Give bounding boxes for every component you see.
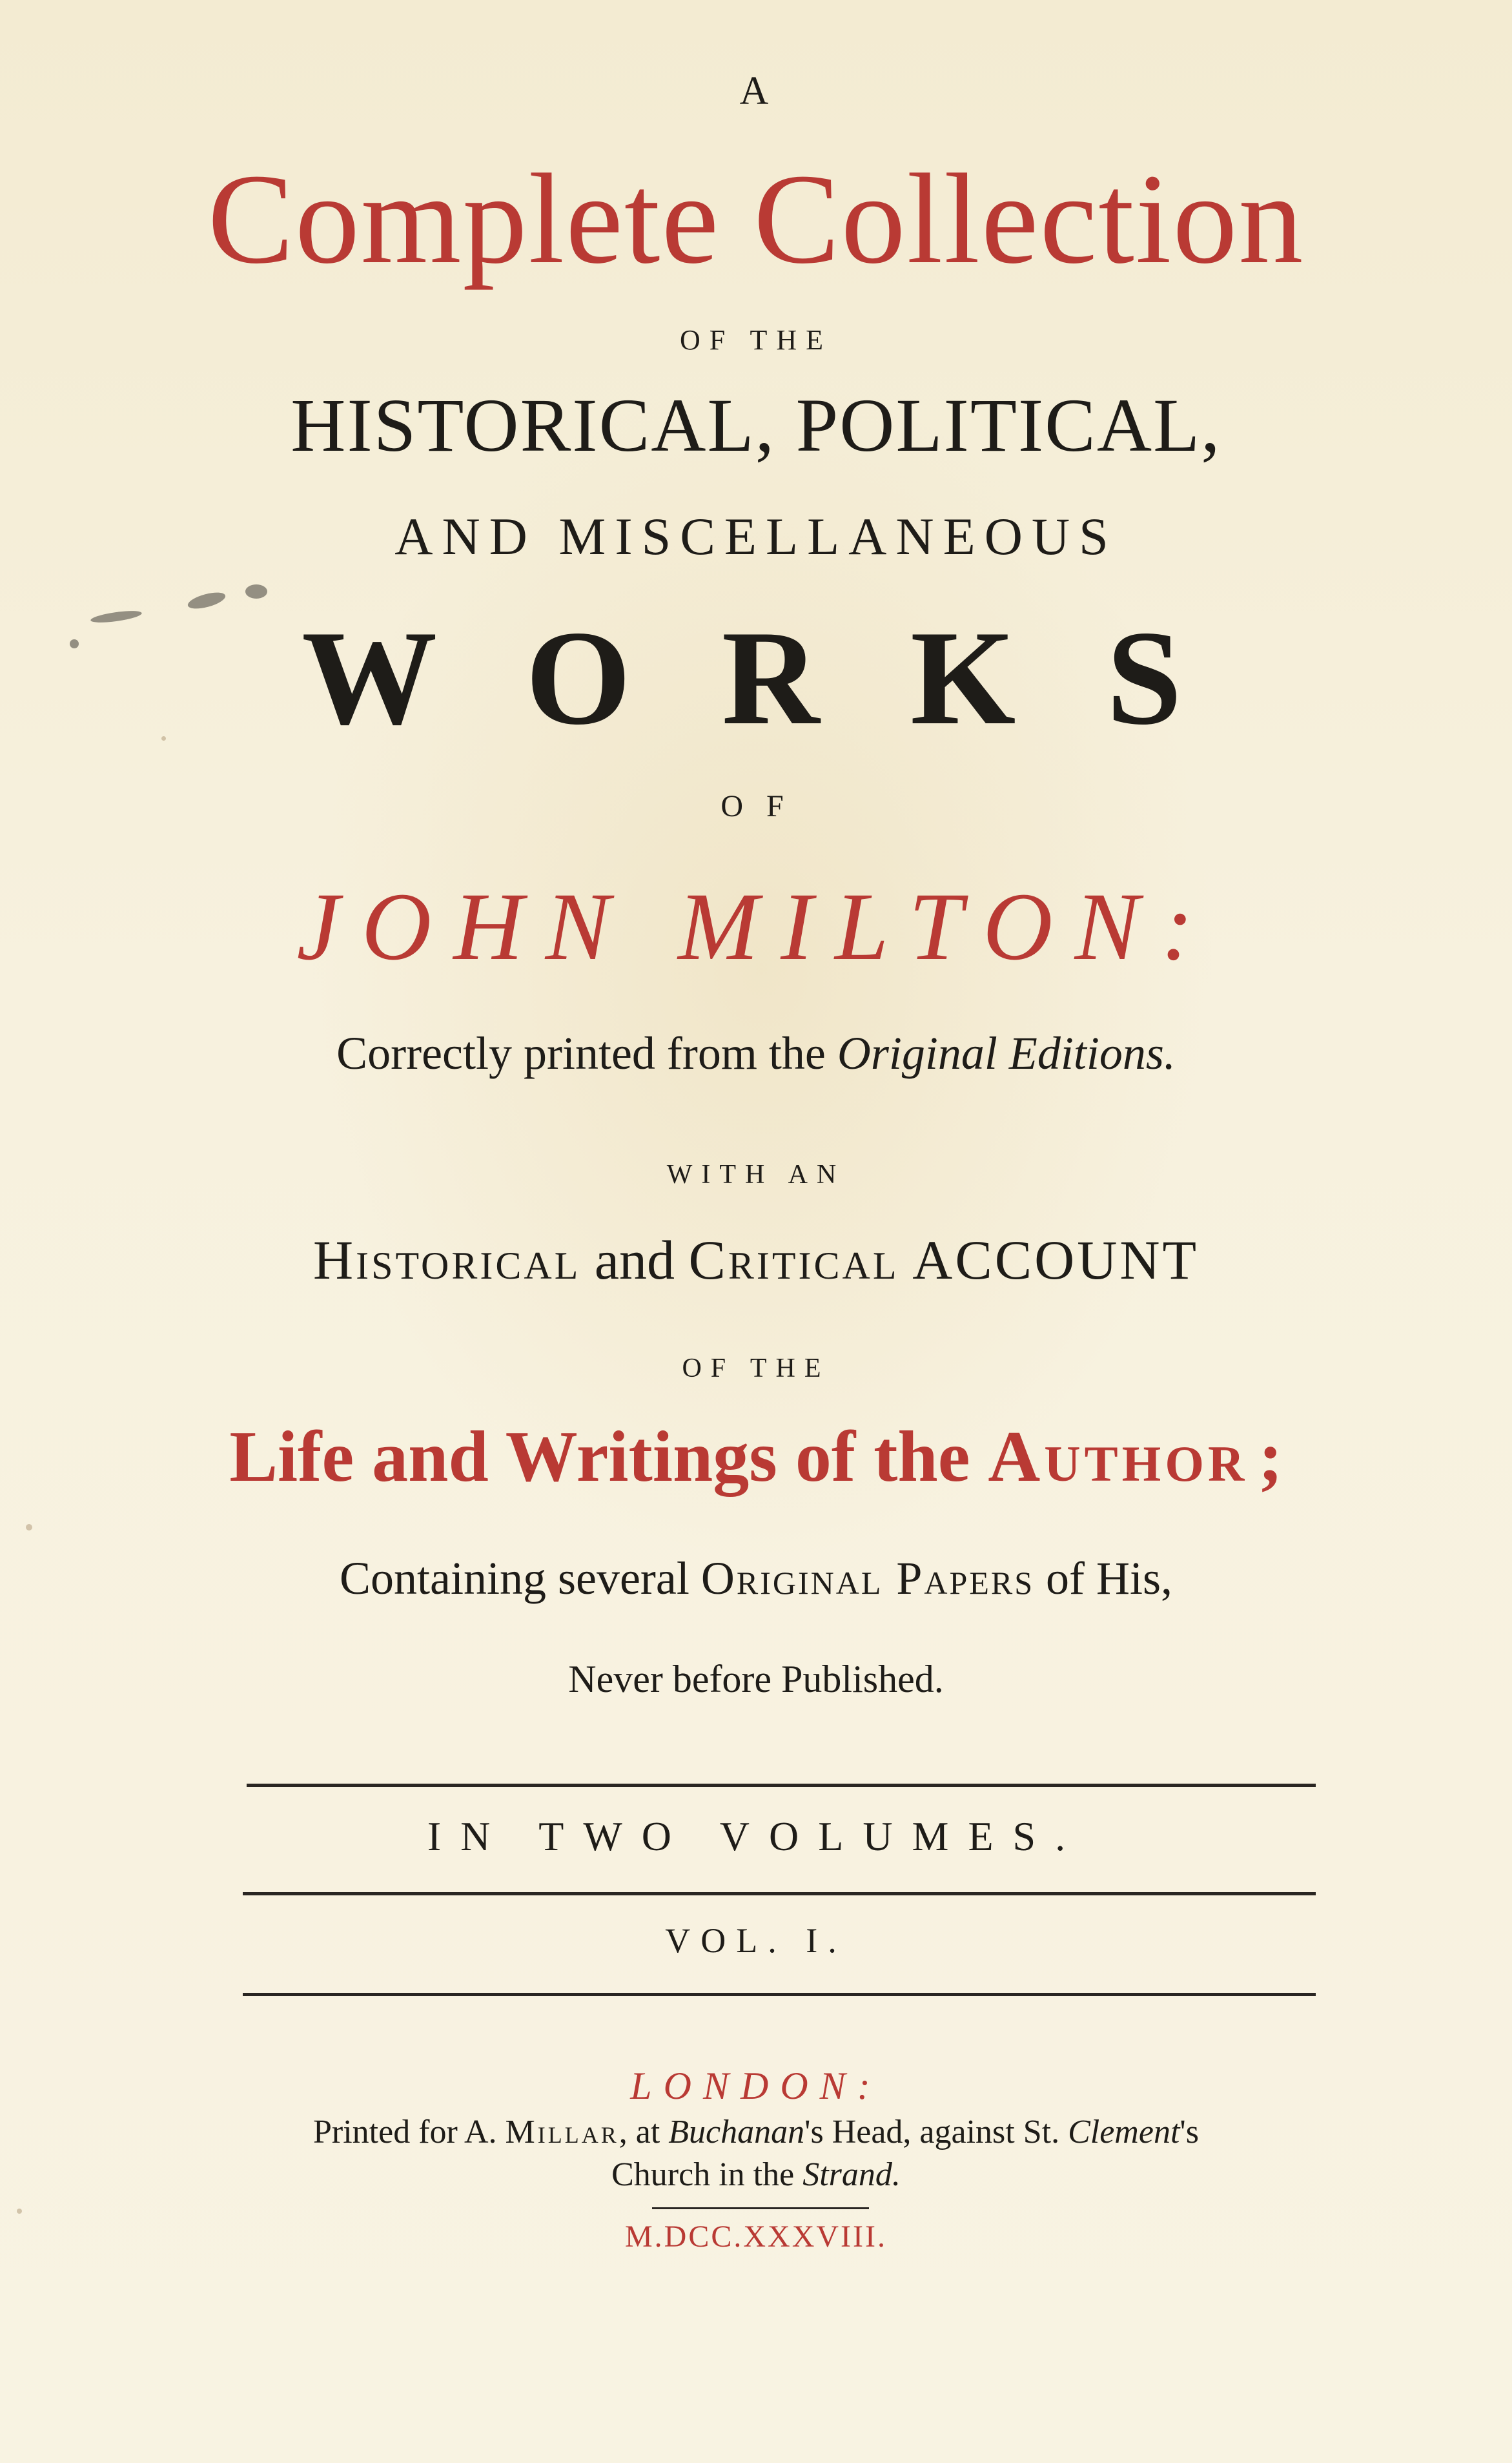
of-the-line-2: OF THE [682,1354,830,1383]
imprint-church: Church in the [611,2156,803,2193]
imprint-s: 's [1180,2114,1199,2150]
containing-papers: Original Papers [700,1552,1035,1604]
containing-line [0,1552,1512,1604]
life-text: Life and Writings of the [229,1417,988,1497]
ink-smudge [186,590,227,612]
imprint-city: LONDON: [630,2065,882,2107]
rule-top [247,1784,1316,1787]
rule-middle [243,1892,1316,1895]
account-and: and [580,1229,689,1291]
miscellaneous-line: AND MISCELLANEOUS [394,507,1118,566]
rule-bottom [243,1993,1316,1996]
printed-from-line [0,1027,1512,1079]
imprint-printed-for: Printed for A. [312,2114,506,2150]
with-an-line: WITH AN [666,1160,846,1190]
printed-prefix: Correctly printed from the [336,1027,837,1079]
historical-political-line: HISTORICAL, POLITICAL, [291,383,1221,468]
imprint-at: , at [618,2114,669,2150]
imprint-line-2 [0,2158,1512,2192]
volume-number: VOL. I. [665,1921,847,1960]
imprint-millar: Millar [505,2114,619,2150]
rule-imprint [652,2207,869,2209]
imprint-head-against: 's Head, against St. [804,2114,1068,2150]
of-line: O F [720,789,792,823]
imprint-line-1 [0,2116,1512,2149]
imprint-year: M.DCC.XXXVIII. [625,2220,887,2254]
volumes-line: IN TWO VOLUMES. [427,1813,1085,1859]
ink-smudge [245,584,267,599]
imprint-strand: Strand. [802,2156,901,2193]
printed-italic: Original Editions. [837,1027,1176,1079]
of-the-line: OF THE [680,324,832,356]
containing-text: Containing several [339,1552,701,1604]
life-semicolon: ; [1258,1417,1283,1497]
life-writings-line [0,1417,1512,1497]
account-historical: Historical [313,1229,581,1291]
title-article: A [739,69,773,113]
account-critical: Critical [688,1229,899,1291]
containing-end: of His, [1034,1552,1173,1604]
imprint-buchanan: Buchanan [668,2114,805,2150]
never-published-line: Never before Published. [568,1658,944,1700]
author-name: JOHN MILTON: [296,873,1216,980]
main-title: Complete Collection [207,148,1305,291]
imprint-clement: Clement [1068,2114,1180,2150]
foxing-spot [17,2209,22,2214]
account-line [0,1229,1512,1291]
works-heading: W O R K S [301,603,1211,753]
account-word: ACCOUNT [899,1229,1199,1291]
life-author: Author [988,1417,1249,1497]
foxing-spot [26,1524,32,1530]
